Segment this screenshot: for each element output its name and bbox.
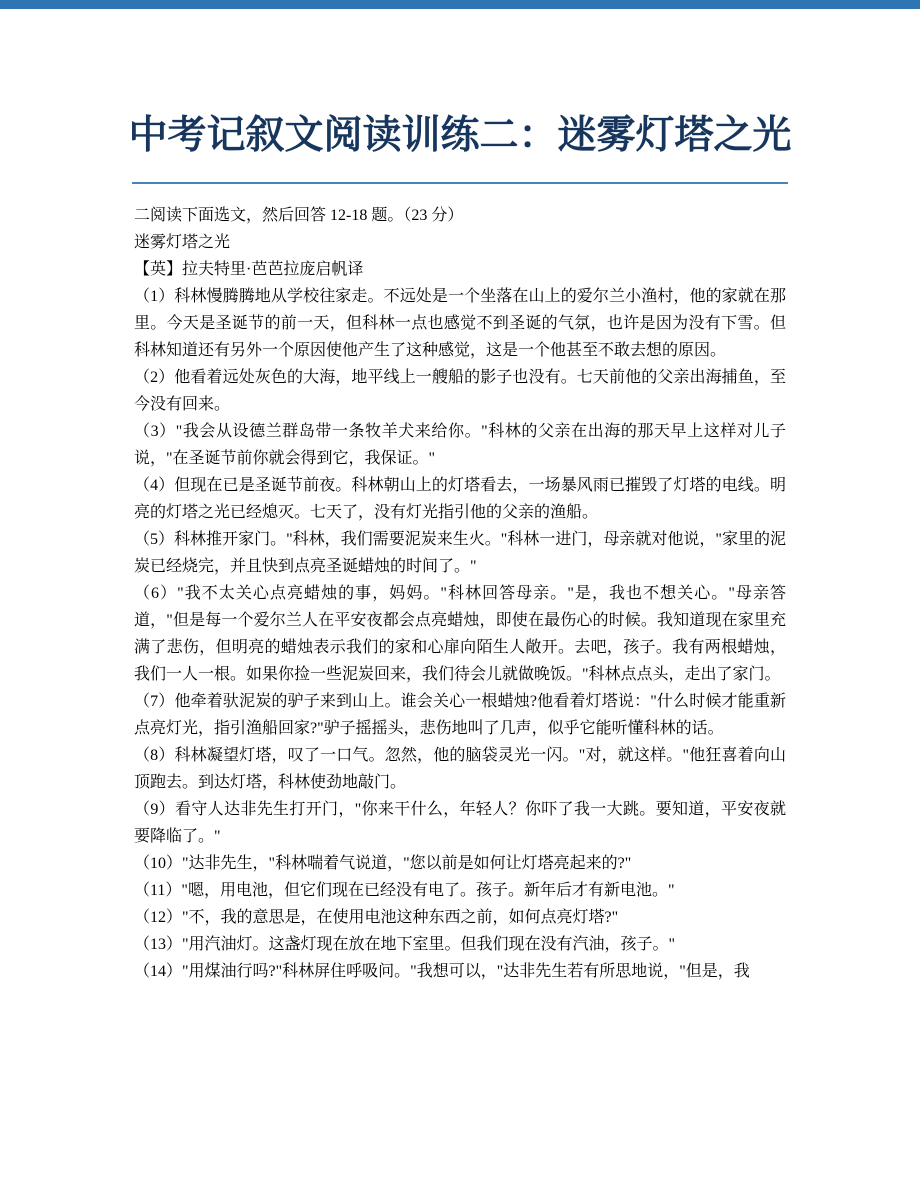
paragraph-8: （8）科林凝望灯塔，叹了一口气。忽然，他的脑袋灵光一闪。"对，就这样。"他狂喜着向山顶跑去。到达灯塔，科林使劲地敲门。: [134, 747, 786, 791]
page-title: 中考记叙文阅读训练二：迷雾灯塔之光: [128, 114, 792, 157]
paragraph-2: （2）他看着远处灰色的大海，地平线上一艘船的影子也没有。七天前他的父亲出海捕鱼，至今没有回来。: [134, 369, 786, 413]
paragraph-6: （6）"我不太关心点亮蜡烛的事，妈妈。"科林回答母亲。"是，我也不想关心。"母亲答道，"但是每一个爱尔兰人在平安夜都会点亮蜡烛，即使在最伤心的时候。我知道现在家里充满了悲伤，但明亮的蜡烛表示我们的家和心扉向陌生人敞开。去吧，孩子。我有两根蜡烛，我们一人一根。如果你捡一些泥炭回来，我们待会儿就做晚饭。"科林点点头，走出了家门。: [134, 585, 786, 683]
document-body: [134, 202, 786, 985]
intro-line: 二阅读下面选文，然后回答 12-18 题。（23 分）: [134, 207, 464, 224]
paragraph-9: （9）看守人达非先生打开门，"你来干什么，年轻人？你吓了我一大跳。要知道，平安夜就要降临了。": [134, 801, 786, 845]
paragraph-7: （7）他牵着驮泥炭的驴子来到山上。谁会关心一根蜡烛?他看着灯塔说："什么时候才能重新点亮灯光，指引渔船回家?"驴子摇摇头，悲伤地叫了几声，似乎它能听懂科林的话。: [134, 693, 786, 737]
paragraph-13: （13）"用汽油灯。这盏灯现在放在地下室里。但我们现在没有汽油，孩子。": [134, 936, 676, 953]
paragraph-14: （14）"用煤油行吗?"科林屏住呼吸问。"我想可以，"达非先生若有所思地说，"但是，我: [134, 963, 750, 980]
paragraph-1: （1）科林慢腾腾地从学校往家走。不远处是一个坐落在山上的爱尔兰小渔村，他的家就在那里。今天是圣诞节的前一天，但科林一点也感觉不到圣诞的气氛，也许是因为没有下雪。但科林知道还有另外一个原因使他产生了这种感觉，这是一个他甚至不敢去想的原因。: [134, 288, 786, 359]
byline: 【英】拉夫特里·芭芭拉庞启帆译: [134, 261, 364, 278]
paragraph-11: （11）"嗯，用电池，但它们现在已经没有电了。孩子。新年后才有新电池。": [134, 882, 675, 899]
paragraph-10: （10）"达非先生，"科林喘着气说道，"您以前是如何让灯塔亮起来的?": [134, 855, 632, 872]
paragraph-4: （4）但现在已是圣诞节前夜。科林朝山上的灯塔看去，一场暴风雨已摧毁了灯塔的电线。明亮的灯塔之光已经熄灭。七天了，没有灯光指引他的父亲的渔船。: [134, 477, 786, 521]
paragraph-12: （12）"不，我的意思是，在使用电池这种东西之前，如何点亮灯塔?": [134, 909, 619, 926]
top-accent-bar: [0, 0, 920, 9]
paragraph-3: （3）"我会从设德兰群岛带一条牧羊犬来给你。"科林的父亲在出海的那天早上这样对儿子说，"在圣诞节前你就会得到它，我保证。": [134, 423, 786, 467]
subtitle: 迷雾灯塔之光: [134, 234, 231, 251]
paragraph-5: （5）科林推开家门。"科林，我们需要泥炭来生火。"科林一进门，母亲就对他说，"家里的泥炭已经烧完，并且快到点亮圣诞蜡烛的时间了。": [134, 531, 786, 575]
title-divider: [132, 182, 788, 184]
